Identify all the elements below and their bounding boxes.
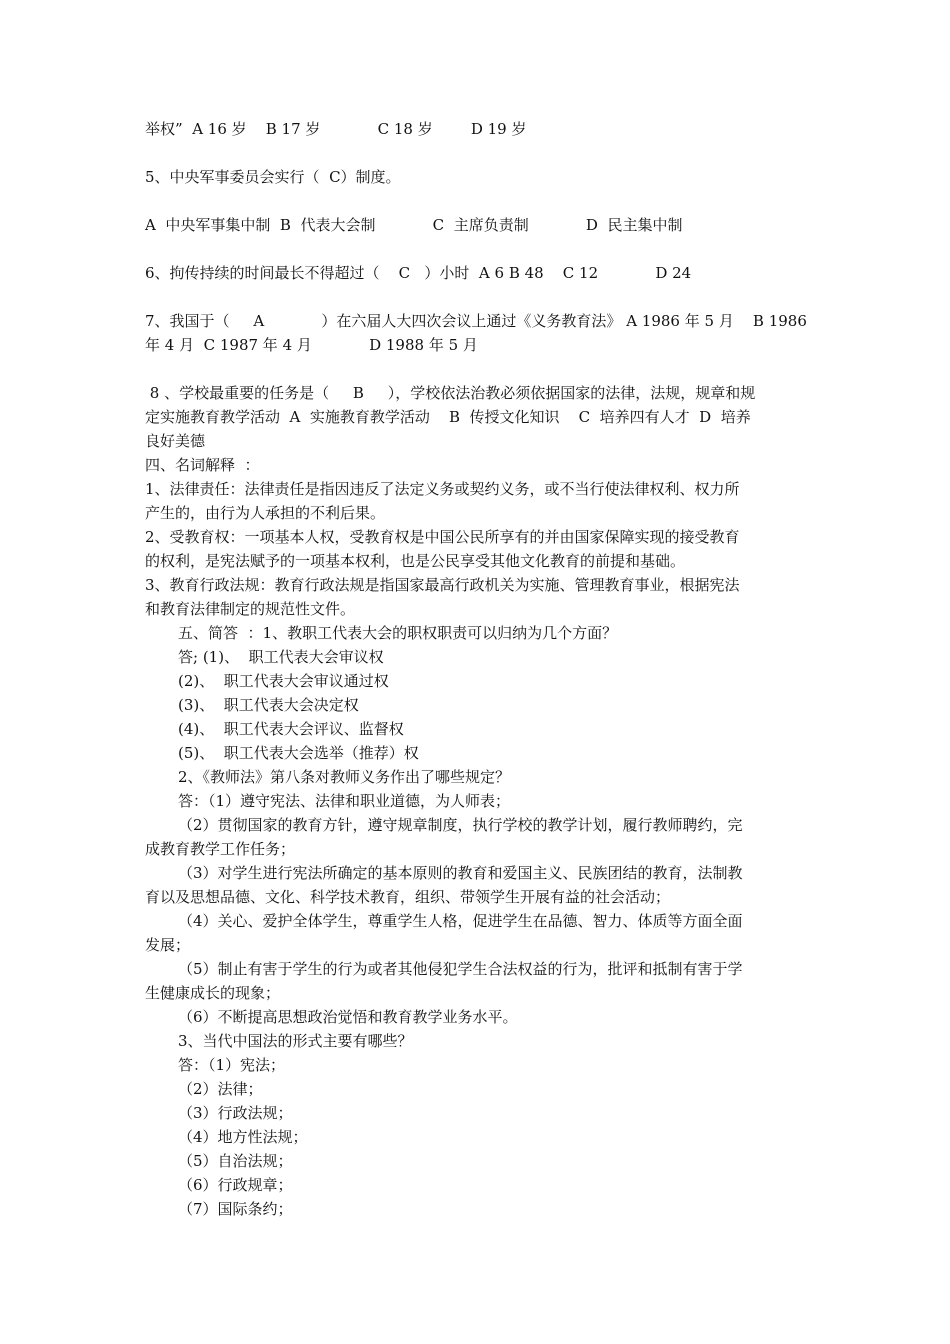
text-line: （3）对学生进行宪法所确定的基本原则的教育和爱国主义、民族团结的教育，法制教: [178, 864, 743, 882]
text-line: 举权” A 16 岁 B 17 岁 C 18 岁 D 19 岁: [145, 120, 527, 138]
text-line: （4）关心、爱护全体学生，尊重学生人格，促进学生在品德、智力、体质等方面全面: [178, 912, 743, 930]
text-line: 答：（1）宪法；: [178, 1056, 286, 1074]
text-line: 产生的，由行为人承担的不利后果。: [145, 504, 386, 522]
text-line: 和教育法律制定的规范性文件。: [145, 600, 356, 618]
text-line: 5、中央军事委员会实行（ C）制度。: [145, 168, 401, 186]
text-line: 育以及思想品德、文化、科学技术教育，组织、带领学生开展有益的社会活动；: [145, 888, 671, 906]
text-line: （2）贯彻国家的教育方针，遵守规章制度，执行学校的教学计划，履行教师聘约，完: [178, 816, 743, 834]
text-line: 良好美德: [145, 432, 206, 450]
text-line: 7、我国于（ A ）在六届人大四次会议上通过《义务教育法》 A 1986 年 5 月 B 1986: [145, 312, 807, 330]
text-line: 年 4 月 C 1987 年 4 月 D 1988 年 5 月: [145, 336, 478, 354]
text-line: 定实施教育教学活动 A 实施教育教学活动 B 传授文化知识 C 培养四有人才 D 培养: [145, 408, 751, 426]
text-line: 发展；: [145, 936, 191, 954]
text-line: 2、受教育权：一项基本人权，受教育权是中国公民所享有的并由国家保障实现的接受教育: [145, 528, 740, 546]
text-line: 2、《教师法》第八条对教师义务作出了哪些规定？: [178, 768, 511, 786]
text-line: （6）行政规章；: [178, 1176, 293, 1194]
text-line: （5）制止有害于学生的行为或者其他侵犯学生合法权益的行为，批评和抵制有害于学: [178, 960, 743, 978]
text-line: (5)、 职工代表大会选举（推荐）权: [178, 744, 419, 762]
text-line: （5）自治法规；: [178, 1152, 293, 1170]
text-line: （2）法律；: [178, 1080, 263, 1098]
text-line: （3）行政法规；: [178, 1104, 293, 1122]
text-line: 3、当代中国法的形式主要有哪些？: [178, 1032, 413, 1050]
text-line: 8 、学校最重要的任务是（ B ），学校依法治教必须依据国家的法律，法规，规章和规: [145, 384, 756, 402]
text-line: 的权利，是宪法赋予的一项基本权利，也是公民享受其他文化教育的前提和基础。: [145, 552, 686, 570]
text-line: 成教育教学工作任务；: [145, 840, 296, 858]
text-line: （4）地方性法规；: [178, 1128, 308, 1146]
text-line: 答; (1)、 职工代表大会审议权: [178, 648, 384, 666]
text-line: 1、法律责任：法律责任是指因违反了法定义务或契约义务，或不当行使法律权利、权力所: [145, 480, 740, 498]
text-line: （7）国际条约；: [178, 1200, 293, 1218]
text-line: 生健康成长的现象；: [145, 984, 281, 1002]
section-heading: 四、名词解释 ：: [145, 456, 260, 474]
section-heading: 五、简答 ：1、教职工代表大会的职权职责可以归纳为几个方面？: [178, 624, 618, 642]
text-line: 答：（1）遵守宪法、法律和职业道德，为人师表；: [178, 792, 511, 810]
text-line: 6、拘传持续的时间最长不得超过（ C ）小时 A 6 B 48 C 12 D 24: [145, 264, 692, 282]
text-line: 3、教育行政法规：教育行政法规是指国家最高行政机关为实施、管理教育事业，根据宪法: [145, 576, 740, 594]
text-line: (2)、 职工代表大会审议通过权: [178, 672, 389, 690]
text-line: （6）不断提高思想政治觉悟和教育教学业务水平。: [178, 1008, 518, 1026]
text-line: (4)、 职工代表大会评议、监督权: [178, 720, 404, 738]
text-line: (3)、 职工代表大会决定权: [178, 696, 359, 714]
text-line: A 中央军事集中制 B 代表大会制 C 主席负责制 D 民主集中制: [145, 216, 683, 234]
